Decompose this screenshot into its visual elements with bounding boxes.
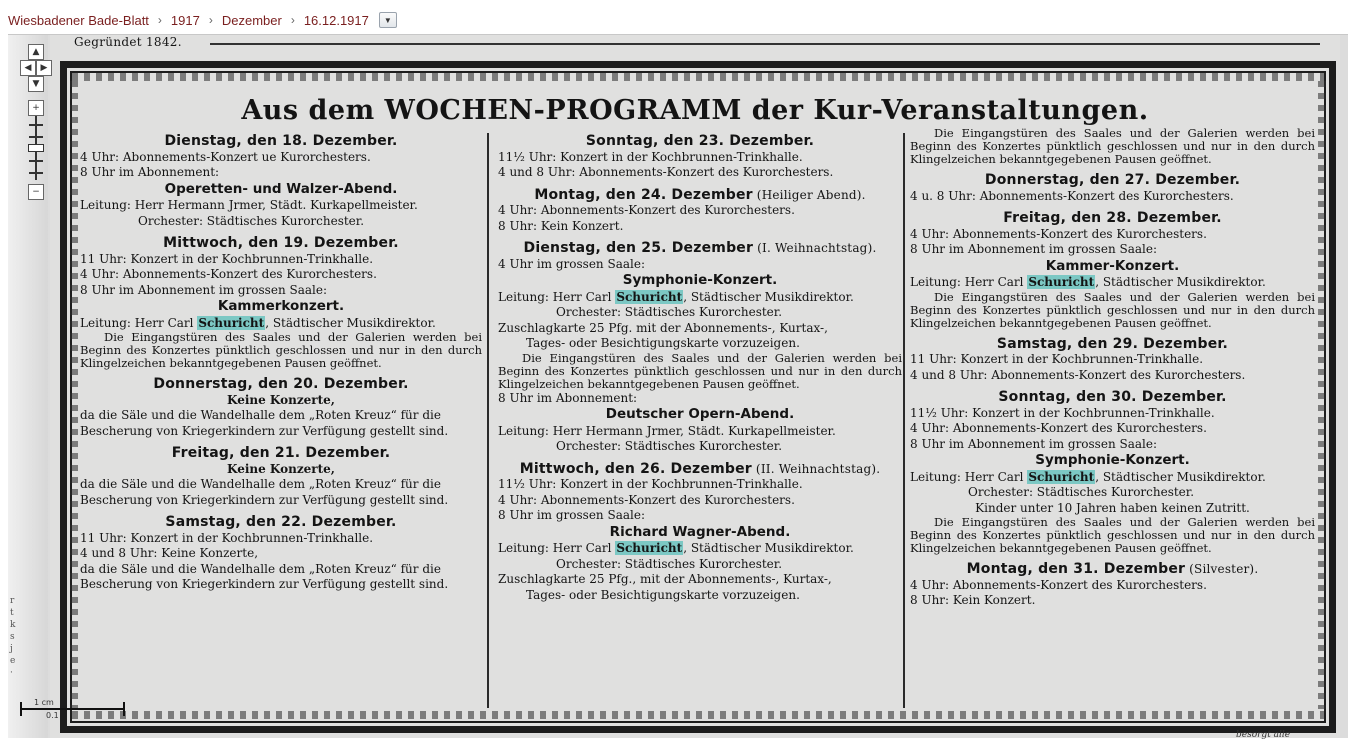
program-line: 11½ Uhr: Konzert in der Kochbrunnen-Trinkhalle. <box>498 149 803 164</box>
text-fragment: , Städtischer Musikdirektor. <box>683 541 854 555</box>
program-line: 8 Uhr im Abonnement im grossen Saale: <box>910 242 1157 256</box>
chevron-up-icon: ▲ <box>32 47 40 57</box>
program-line: 11 Uhr: Konzert in der Kochbrunnen-Trinkhalle. <box>80 251 374 266</box>
event-title: Richard Wagner-Abend. <box>609 523 791 540</box>
footer-note: besorgt alle <box>1236 730 1291 740</box>
program-line: Leitung: Herr Hermann Jrmer, Städt. Kurkapellmeister. <box>498 423 836 438</box>
pan-up-button[interactable] <box>28 44 44 60</box>
event-title: Symphonie-Konzert. <box>622 272 778 288</box>
program-line: 4 Uhr: Abonnements-Konzert des Kurorchesters. <box>910 226 1207 241</box>
program-line: Orchester: Städtisches Kurorchester. <box>556 439 783 453</box>
text-fragment: , Städtischer Musikdirektor. <box>1095 469 1266 484</box>
minus-icon: − <box>32 187 40 197</box>
scale-label-small: 0.1 <box>46 711 59 720</box>
program-line: 8 Uhr im Abonnement im grossen Saale: <box>910 436 1157 451</box>
event-title: Operetten- und Walzer-Abend. <box>164 180 398 197</box>
scale-bar <box>20 698 130 724</box>
program-line: 11 Uhr: Konzert in der Kochbrunnen-Trinkhalle. <box>910 352 1204 366</box>
program-line: 4 u. 8 Uhr: Abonnements-Konzert des Kurorchesters. <box>910 188 1234 203</box>
program-line: da die Säle und die Wandelhalle dem „Roten Kreuz“ für die <box>80 408 441 422</box>
adjacent-page-marks: r t k s j e · <box>10 596 16 678</box>
day-heading-text: Mittwoch, den 26. Dezember <box>519 460 752 477</box>
program-line <box>498 290 902 306</box>
plus-icon: + <box>32 103 40 113</box>
breadcrumb-dropdown-button[interactable] <box>379 12 397 28</box>
program-line: Orchester: Städtisches Kurorchester. <box>138 213 365 228</box>
frame-ornament-left <box>70 81 78 709</box>
zoom-tick <box>29 160 43 162</box>
notice-paragraph <box>910 516 1315 555</box>
program-line: 4 Uhr: Abonnements-Konzert des Kurorchesters. <box>910 577 1207 592</box>
zoom-tick <box>29 124 43 126</box>
search-highlight[interactable]: Schuricht <box>616 289 683 304</box>
notice-paragraph <box>910 291 1315 330</box>
paragraph-text: Die Eingangstüren des Saales und der Galerien werden bei Beginn des Konzertes pünktlich geschlossen und nur in den durch Klingelzeichen bekanntgegebenen Pausen geöffnet. <box>910 289 1315 330</box>
program-line: 4 Uhr: Abonnements-Konzert des Kurorchesters. <box>910 421 1207 435</box>
program-line: Bescherung von Kriegerkindern zur Verfügung gestellt sind. <box>80 492 449 507</box>
day-heading <box>498 462 902 478</box>
program-line: Tages- oder Besichtigungskarte vorzuzeigen. <box>526 336 800 350</box>
day-annotation: (Silvester). <box>1185 562 1259 576</box>
program-line: 11 Uhr: Konzert in der Kochbrunnen-Trinkhalle. <box>80 530 374 545</box>
breadcrumb-separator: › <box>208 13 213 27</box>
day-heading <box>910 562 1315 578</box>
image-viewer[interactable] <box>8 34 1348 738</box>
paragraph-text: Die Eingangstüren des Saales und der Galerien werden bei Beginn des Konzertes pünktlich geschlossen und nur in den durch Klingelzeichen bekanntgegebenen Pausen geöffnet. <box>498 350 902 391</box>
day-heading: Sonntag, den 23. Dezember. <box>585 133 815 149</box>
program-line: 4 Uhr im grossen Saale: <box>498 256 645 271</box>
notice-paragraph <box>80 331 482 370</box>
program-line: Leitung: Herr Hermann Jrmer, Städt. Kurkapellmeister. <box>80 198 418 212</box>
event-title: Symphonie-Konzert. <box>1035 452 1190 468</box>
program-line: 8 Uhr: Kein Konzert. <box>910 593 1036 607</box>
top-rule <box>210 43 1320 45</box>
day-heading <box>498 188 902 204</box>
day-heading-text: Montag, den 24. Dezember <box>534 186 753 203</box>
scale-line <box>20 708 125 710</box>
program-line: 4 Uhr: Abonnements-Konzert ue Kurorchesters. <box>80 149 371 164</box>
event-title: Kammerkonzert. <box>217 298 345 314</box>
day-heading: Donnerstag, den 20. Dezember. <box>153 376 409 392</box>
chevron-down-icon: ▼ <box>32 79 40 89</box>
program-line: Zuschlagkarte 25 Pfg., mit der Abonnements-, Kurtax-, <box>498 572 832 586</box>
day-heading: Dienstag, den 18. Dezember. <box>164 133 398 149</box>
zoom-out-button[interactable] <box>28 184 44 200</box>
founded-note: Gegründet 1842. <box>74 35 182 49</box>
text-fragment: Leitung: Herr Carl <box>498 541 616 555</box>
scale-label-cm: 1 cm <box>34 698 54 707</box>
search-highlight[interactable]: Schuricht <box>198 315 265 330</box>
program-line: Keine Konzerte, <box>227 461 335 476</box>
zoom-tick <box>29 172 43 174</box>
program-line: Keine Konzerte, <box>227 392 335 407</box>
program-line: 4 und 8 Uhr: Keine Konzerte, <box>80 546 259 560</box>
text-fragment: Leitung: Herr Carl <box>910 469 1028 484</box>
program-line: 4 Uhr: Abonnements-Konzert des Kurorchesters. <box>498 492 795 507</box>
frame-ornament-right <box>1318 81 1326 709</box>
zoom-in-button[interactable] <box>28 100 44 116</box>
column-divider <box>903 133 905 708</box>
text-fragment: Leitung: Herr Carl <box>910 275 1028 289</box>
program-line: 4 und 8 Uhr: Abonnements-Konzert des Kurorchesters. <box>498 165 834 179</box>
program-line: 8 Uhr im grossen Saale: <box>498 508 645 522</box>
frame-ornament-bottom <box>72 711 1324 719</box>
day-heading-text: Dienstag, den 25. Dezember <box>523 240 754 256</box>
page-headline: Aus dem WOCHEN-PROGRAMM der Kur-Veranstaltungen. <box>241 95 1149 126</box>
program-line <box>80 316 482 332</box>
zoom-handle[interactable] <box>28 144 44 152</box>
breadcrumb-separator: › <box>157 13 162 27</box>
search-highlight[interactable]: Schuricht <box>1028 275 1095 289</box>
program-line: Orchester: Städtisches Kurorchester. <box>556 556 783 571</box>
day-heading: Freitag, den 28. Dezember. <box>1003 210 1222 226</box>
day-annotation: (Heiliger Abend). <box>752 187 866 202</box>
breadcrumb-date[interactable]: 16.12.1917 <box>303 12 369 28</box>
frame-ornament-top <box>72 73 1324 81</box>
event-title: Deutscher Opern-Abend. <box>605 406 795 422</box>
day-heading: Mittwoch, den 19. Dezember. <box>163 235 399 251</box>
pan-zoom-control <box>20 44 48 204</box>
program-line <box>910 470 1315 486</box>
text-fragment: Leitung: Herr Carl <box>498 289 616 304</box>
program-line: Orchester: Städtisches Kurorchester. <box>556 305 783 319</box>
program-line: 8 Uhr: Kein Konzert. <box>498 218 624 233</box>
pan-right-button[interactable] <box>36 60 52 76</box>
day-heading-text: Montag, den 31. Dezember <box>966 561 1186 577</box>
program-line: 8 Uhr im Abonnement: <box>498 390 638 405</box>
column-divider <box>487 133 489 708</box>
column-3 <box>910 127 1315 609</box>
breadcrumb-month[interactable]: Dezember <box>221 12 282 28</box>
text-fragment: , Städtischer Musikdirektor. <box>265 315 436 330</box>
event-title: Kammer-Konzert. <box>1045 257 1180 274</box>
day-heading: Samstag, den 22. Dezember. <box>165 514 397 530</box>
program-line: Tages- oder Besichtigungskarte vorzuzeigen. <box>526 587 800 602</box>
newspaper-page <box>50 35 1340 738</box>
program-line: 8 Uhr im Abonnement im grossen Saale: <box>80 282 327 297</box>
zoom-slider[interactable] <box>28 116 44 180</box>
paragraph-text: Die Eingangstüren des Saales und der Galerien werden bei Beginn des Konzertes pünktlich geschlossen und nur in den durch Klingelzeichen bekanntgegebenen Pausen geöffnet. <box>80 330 482 370</box>
pan-down-button[interactable] <box>28 76 44 92</box>
column-1 <box>80 127 482 593</box>
breadcrumb-year[interactable]: 1917 <box>170 12 200 28</box>
day-annotation: (I. Weihnachtstag). <box>753 241 877 255</box>
scale-tick <box>20 702 22 716</box>
program-line: da die Säle und die Wandelhalle dem „Roten Kreuz“ für die <box>80 477 441 491</box>
notice-paragraph <box>498 352 902 391</box>
program-line <box>498 541 902 557</box>
program-line: 11½ Uhr: Konzert in der Kochbrunnen-Trinkhalle. <box>498 477 803 491</box>
day-heading: Samstag, den 29. Dezember. <box>996 335 1229 352</box>
program-line: 4 und 8 Uhr: Abonnements-Konzert des Kurorchesters. <box>910 367 1246 382</box>
day-heading <box>498 241 902 257</box>
zoom-tick <box>29 136 43 138</box>
search-highlight[interactable]: Schuricht <box>616 541 683 555</box>
program-line <box>910 275 1315 291</box>
paragraph-text: Die Eingangstüren des Saales und der Galerien werden bei Beginn des Konzertes pünktlich geschlossen und nur in den durch Klingelzeichen bekanntgegebenen Pausen geöffnet. <box>910 515 1315 555</box>
text-fragment: , Städtischer Musikdirektor. <box>683 289 854 304</box>
chevron-right-icon: ▶ <box>40 63 48 73</box>
notice-paragraph <box>910 127 1315 166</box>
day-heading: Freitag, den 21. Dezember. <box>171 445 391 461</box>
column-2 <box>498 127 902 603</box>
program-line: 4 Uhr: Abonnements-Konzert des Kurorchesters. <box>80 267 377 281</box>
text-fragment: , Städtischer Musikdirektor. <box>1095 275 1266 289</box>
chevron-down-icon: ▼ <box>383 15 392 25</box>
day-heading: Sonntag, den 30. Dezember. <box>998 389 1227 405</box>
program-line: 11½ Uhr: Konzert in der Kochbrunnen-Trinkhalle. <box>910 405 1215 420</box>
program-line: da die Säle und die Wandelhalle dem „Roten Kreuz“ für die <box>80 561 441 576</box>
program-line: Bescherung von Kriegerkindern zur Verfügung gestellt sind. <box>80 423 449 438</box>
breadcrumb <box>8 10 397 30</box>
program-line: 8 Uhr im Abonnement: <box>80 165 220 179</box>
search-highlight[interactable]: Schuricht <box>1028 469 1095 484</box>
breadcrumb-separator: › <box>290 13 295 27</box>
program-line: Zuschlagkarte 25 Pfg. mit der Abonnements-, Kurtax-, <box>498 320 828 335</box>
chevron-left-icon: ◀ <box>24 63 32 73</box>
text-fragment: Leitung: Herr Carl <box>80 315 198 330</box>
breadcrumb-newspaper[interactable]: Wiesbadener Bade-Blatt <box>8 12 149 28</box>
pan-left-button[interactable] <box>20 60 36 76</box>
day-heading: Donnerstag, den 27. Dezember. <box>984 172 1241 188</box>
program-line: Kinder unter 10 Jahren haben keinen Zutritt. <box>975 500 1250 515</box>
day-annotation: (II. Weihnachtstag). <box>751 461 881 476</box>
program-line: Orchester: Städtisches Kurorchester. <box>968 485 1195 499</box>
scale-tick <box>123 702 125 716</box>
program-line: 4 Uhr: Abonnements-Konzert des Kurorchesters. <box>498 203 795 217</box>
program-line: Bescherung von Kriegerkindern zur Verfügung gestellt sind. <box>80 577 449 591</box>
paragraph-text: Die Eingangstüren des Saales und der Galerien werden bei Beginn des Konzertes pünktlich geschlossen und nur in den durch Klingelzeichen bekanntgegebenen Pausen geöffnet. <box>910 126 1315 166</box>
